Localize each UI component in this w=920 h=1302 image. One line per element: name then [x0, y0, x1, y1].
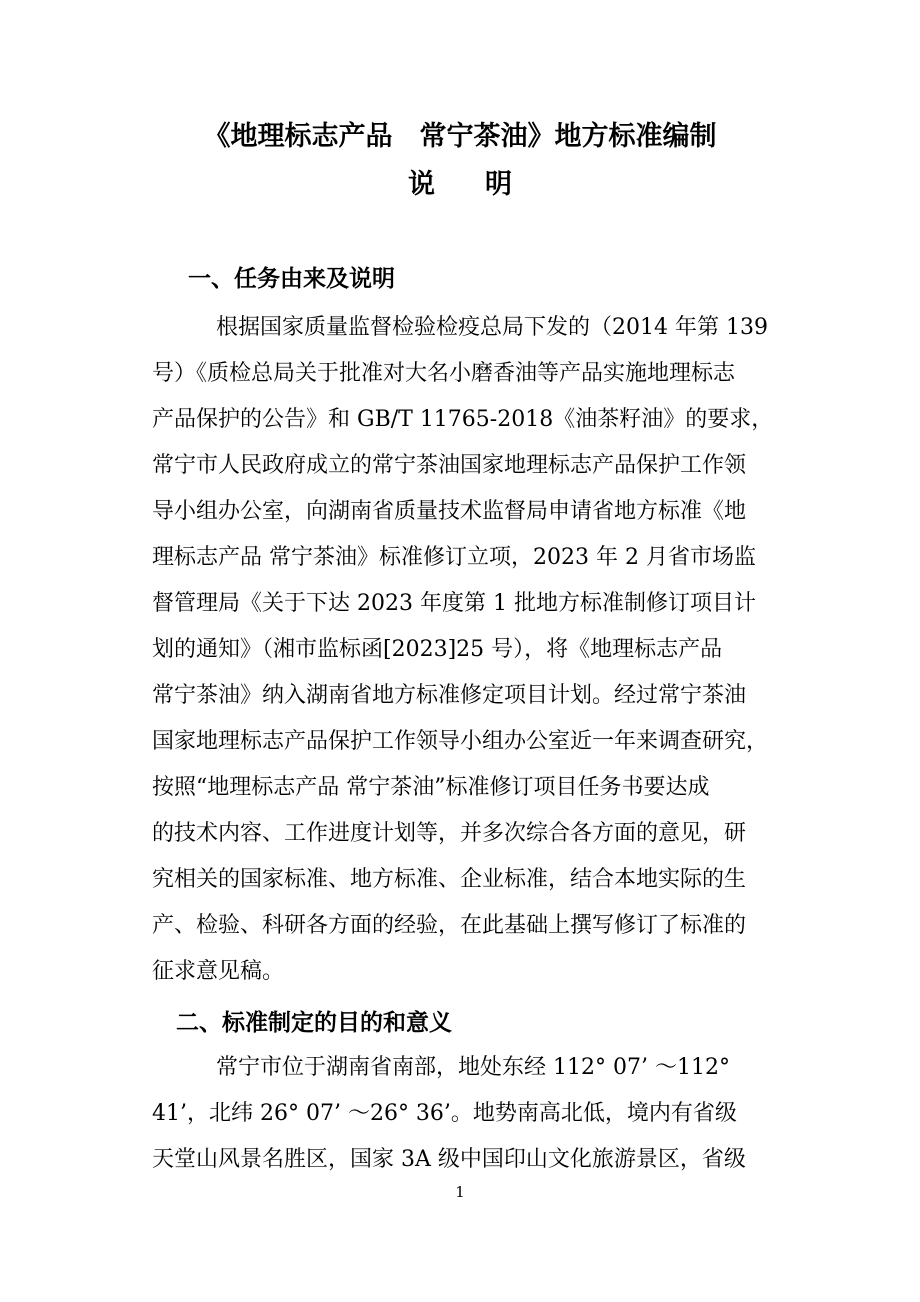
- paragraph-line: 导小组办公室，向湖南省质量技术监督局申请省地方标准《地: [152, 499, 747, 524]
- paragraph-line: 常宁市人民政府成立的常宁茶油国家地理标志产品保护工作领: [152, 453, 747, 478]
- paragraph-line: 41’，北纬 26° 07’ ～26° 36’。地势南高北低，境内有省级: [152, 1101, 737, 1126]
- paragraph-line: 的技术内容、工作进度计划等，并多次综合各方面的意见，研: [152, 821, 747, 846]
- paragraph-line: 究相关的国家标准、地方标准、企业标准，结合本地实际的生: [152, 867, 747, 892]
- paragraph-line: 划的通知》（湘市监标函[2023]25 号），将《地理标志产品: [152, 637, 723, 662]
- paragraph-line: 征求意见稿。: [152, 959, 285, 984]
- paragraph-line: 国家地理标志产品保护工作领导小组办公室近一年来调查研究，: [152, 729, 769, 754]
- subtitle-char-1: 说: [408, 169, 435, 200]
- paragraph-line: 根据国家质量监督检验检疫总局下发的（2014 年第 139: [216, 315, 768, 340]
- section-heading-2: 二、标准制定的目的和意义: [176, 1010, 452, 1036]
- subtitle-char-2: 明: [485, 169, 512, 200]
- paragraph-line: 号）《质检总局关于批准对大名小磨香油等产品实施地理标志: [152, 361, 736, 386]
- paragraph-line: 产品保护的公告》和 GB/T 11765-2018《油茶籽油》的要求，: [152, 407, 774, 432]
- document-subtitle: [0, 168, 920, 202]
- section-heading-1: 一、任务由来及说明: [188, 266, 395, 292]
- paragraph-line: 按照“地理标志产品 常宁茶油”标准修订项目任务书要达成: [152, 775, 710, 800]
- paragraph-line: 常宁市位于湖南省南部，地处东经 112° 07’ ～112°: [216, 1055, 730, 1080]
- paragraph-line: 常宁茶油》纳入湖南省地方标准修定项目计划。经过常宁茶油: [152, 683, 747, 708]
- paragraph-line: 理标志产品 常宁茶油》标准修订立项，2023 年 2 月省市场监: [152, 545, 756, 570]
- paragraph-line: 天堂山风景名胜区，国家 3A 级中国印山文化旅游景区，省级: [152, 1147, 746, 1172]
- page-number: 1: [455, 1183, 465, 1201]
- document-title: 《地理标志产品 常宁茶油》地方标准编制: [203, 121, 717, 152]
- paragraph-line: 督管理局《关于下达 2023 年度第 1 批地方标准制修订项目计: [152, 591, 756, 616]
- paragraph-line: 产、检验、科研各方面的经验，在此基础上撰写修订了标准的: [152, 913, 747, 938]
